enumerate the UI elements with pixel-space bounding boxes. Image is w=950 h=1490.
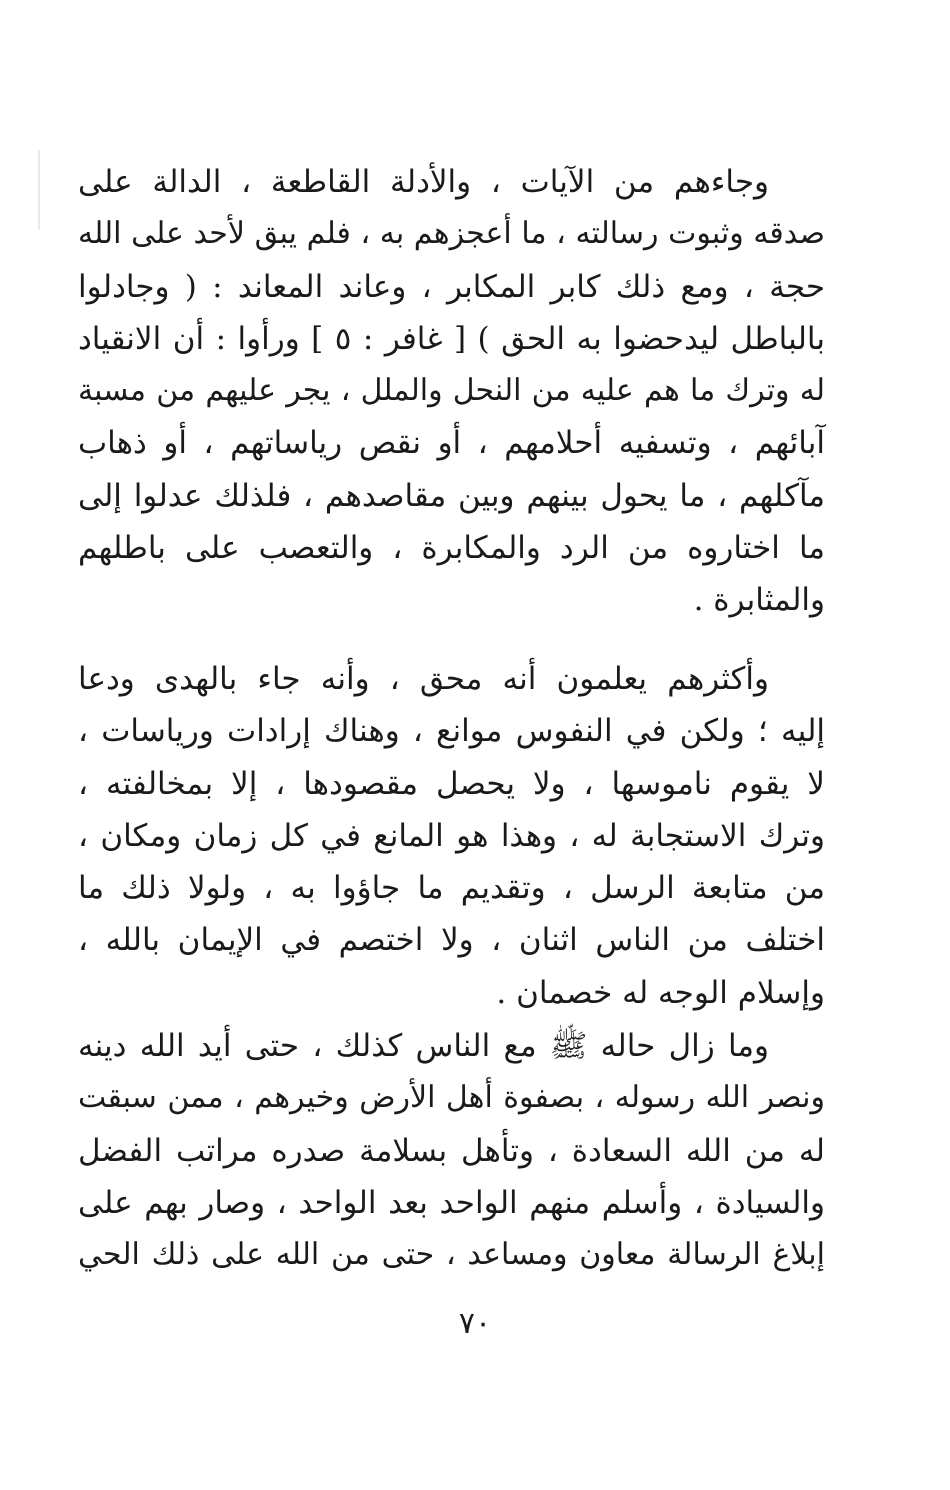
paragraph-3: [78, 1020, 825, 1281]
paragraph-line: له من الله السعادة ، وتأهل بسلامة صدره مراتب الفضل: [78, 1132, 825, 1169]
paragraph-line: حجة ، ومع ذلك كابر المكابر ، وعاند المعاند : ( وجادلوا: [78, 268, 825, 305]
paragraph-line: وما زال حاله ﷺ مع الناس كذلك ، حتى أيد الله دينه: [78, 1028, 769, 1064]
paragraph-line: والمثابرة .: [693, 582, 825, 619]
paragraph-line: إبلاغ الرسالة معاون ومساعد ، حتى من الله على ذلك الحي: [78, 1237, 825, 1273]
paragraph-line: وترك الاستجابة له ، وهذا هو المانع في كل زمان ومكان ،: [78, 817, 825, 854]
paragraph-line: بالباطل ليدحضوا به الحق ) [ غافر : ٥ ] ورأوا : أن الانقياد: [78, 320, 826, 357]
paragraph-line: ما اختاروه من الرد والمكابرة ، والتعصب على باطلهم: [78, 530, 825, 567]
paragraph-2: [78, 653, 825, 1019]
paragraph-line: وإسلام الوجه له خصمان .: [496, 974, 825, 1011]
paragraph-line: مآكلهم ، ما يحول بينهم وبين مقاصدهم ، فلذلك عدلوا إلى: [78, 477, 825, 514]
margin-mark: [38, 150, 40, 230]
page-number: ٧٠: [458, 1306, 492, 1341]
paragraph-line: صدقه وثبوت رسالته ، ما أعجزهم به ، فلم يبق لأحد على الله: [78, 216, 825, 252]
paragraph-1: [78, 156, 825, 627]
paragraph-line: وأكثرهم يعلمون أنه محق ، وأنه جاء بالهدى ودعا: [78, 661, 769, 697]
paragraph-line: له وترك ما هم عليه من النحل والملل ، يجر عليهم من مسبة: [78, 373, 825, 409]
paragraph-line: إليه ؛ ولكن في النفوس موانع ، وهناك إرادات ورياسات ،: [78, 713, 825, 750]
paragraph-line: والسيادة ، وأسلم منهم الواحد بعد الواحد ، وصار بهم على: [78, 1184, 825, 1221]
paragraph-line: من متابعة الرسل ، وتقديم ما جاؤوا به ، ولولا ذلك ما: [78, 870, 825, 907]
paragraph-line: آبائهم ، وتسفيه أحلامهم ، أو نقص رياساتهم ، أو ذهاب: [78, 425, 825, 462]
paragraph-line: ونصر الله رسوله ، بصفوة أهل الأرض وخيرهم ، ممن سبقت: [78, 1080, 825, 1116]
paragraph-line: لا يقوم ناموسها ، ولا يحصل مقصودها ، إلا بمخالفته ،: [78, 765, 825, 802]
paragraph-line: اختلف من الناس اثنان ، ولا اختصم في الإيمان بالله ،: [78, 922, 825, 959]
paragraph-line: وجاءهم من الآيات ، والأدلة القاطعة ، الدالة على: [78, 164, 769, 200]
